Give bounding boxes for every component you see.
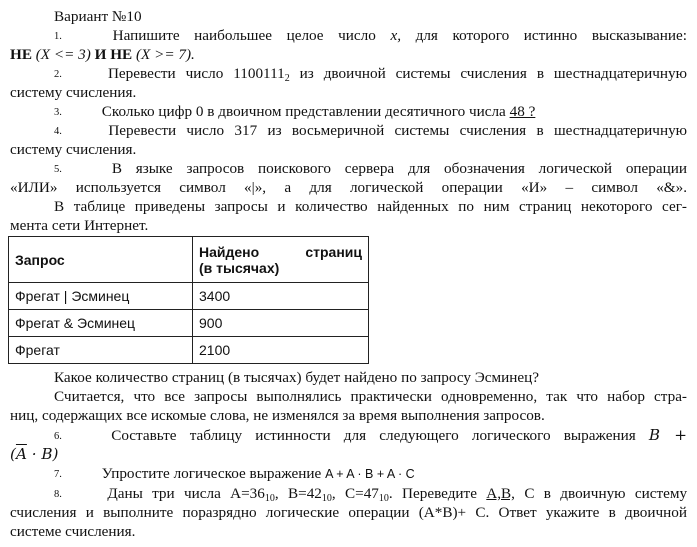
query-table [8,236,369,364]
after-table-line2: Считается, что все запросы выполнялись практически одновременно, так что набор стра- [54,388,687,405]
header-query: Запрос [9,237,193,283]
question-number: 4. [54,126,62,137]
question-6-line2: $(\overline{A} \cdot B)$ [10,445,59,463]
header-found: Найдено страниц (в тысячах) [193,237,369,283]
expression: A + A · B + A · C [325,467,415,481]
question-2: 2. Перевести число $1100111_2$ из двоичной системы счисления в шестнадцатеричную [10,64,687,89]
table-row [9,283,369,310]
question-5-line3: В таблице приведены запросы и количество найденных по ним страниц некоторого сег- [54,198,687,215]
question-5-line2: «ИЛИ» используется символ «|», а для логической операции «И» – символ «&». [10,179,687,196]
question-6: 6. Составьте таблицу истинности для следующего логического выражения B + [10,425,687,447]
question-1-line2: НЕ (X <= 3) И НЕ (X >= 7). [10,46,195,63]
question-8-line3: системе счисления. [10,523,136,540]
question-2-line2: систему счисления. [10,84,137,101]
table-cell-query: Фрегат & Эсминец [9,310,193,337]
variant-title: Вариант №10 [54,8,142,25]
question-5-line4: мента сети Интернет. [10,217,149,234]
table-cell-count: 900 [193,310,369,337]
table-cell-query: Фрегат [9,337,193,364]
question-7: 7. Упростите логическое выражение A + A · B + A · C [10,464,687,485]
question-number: 5. [54,164,62,175]
question-number: 1. [54,31,62,42]
question-number: 8. [54,489,62,500]
number-link[interactable]: 48 ? [509,103,536,120]
ab-link[interactable]: А,В, [486,485,515,502]
question-number: 6. [54,431,62,442]
question-1: 1. Напишите наибольшее целое число x, для которого истинно высказывание: [10,26,687,47]
table-row [9,310,369,337]
table-cell-query: Фрегат | Эсминец [9,283,193,310]
question-number: 7. [54,469,62,480]
table-row [9,337,369,364]
question-3: 3. Сколько цифр 0 в двоичном представлении десятичного числа 48 ? [10,102,687,123]
question-4-line2: систему счисления. [10,141,137,158]
table-cell-count: 2100 [193,337,369,364]
after-table-line3: ниц, содержащих все искомые слова, не изменялся за время выполнения запросов. [10,407,545,424]
question-number: 3. [54,107,62,118]
question-8-line2: счисления и выполните поразрядно логические операции (А*В)+ С. Ответ укажите в двоичной [10,504,687,521]
expression-part: B + [648,426,688,444]
question-number: 2. [54,69,62,80]
table-header-row [9,237,369,283]
question-8: 8. Даны три числа $А=36_{10}$, $В=42_{10}$, $С=47_{10}$. Переведите А,В, С в двоичную систему [10,484,687,509]
after-table-line1: Какое количество страниц (в тысячах) будет найдено по запросу Эсминец? [54,369,539,386]
question-4: 4. Перевести число 317 из восьмеричной системы счисления в шестнадцатеричную [10,121,687,142]
question-5: 5. В языке запросов поискового сервера для обозначения логической операции [10,159,687,180]
table-cell-count: 3400 [193,283,369,310]
